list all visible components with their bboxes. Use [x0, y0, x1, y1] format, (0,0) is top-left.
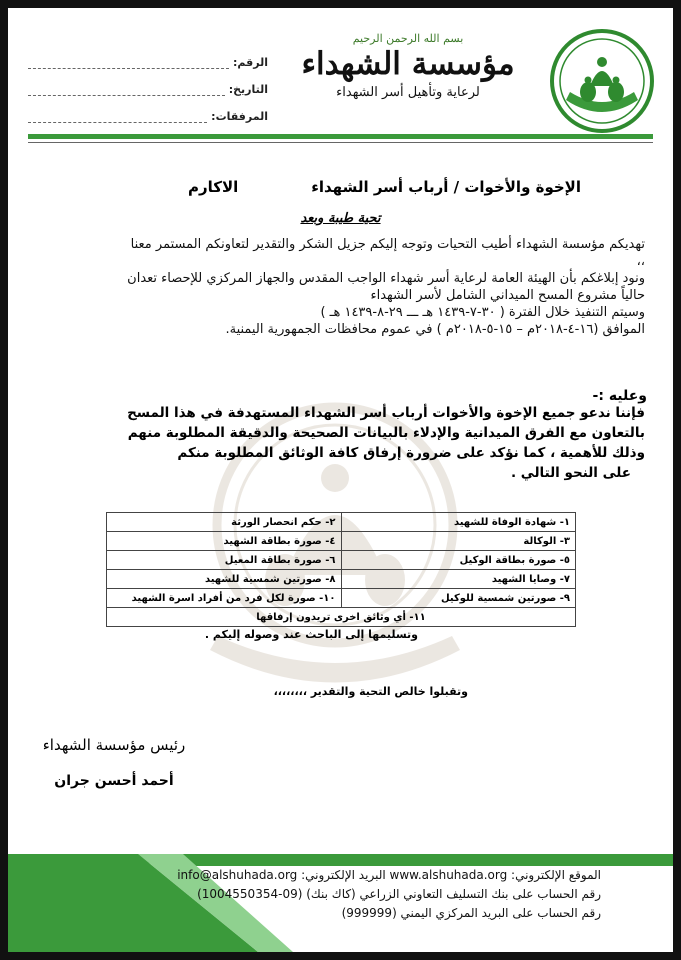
paragraph-line: ونود إبلاغكم بأن الهيئة العامة لرعاية أسر شهداء الواجب المقدس والجهاز المركزي للإحصاء تعدان حالياً مشروع المسح الميداني الشامل لأسر الشهداء — [127, 271, 645, 303]
document-item: ٣- الوكالة — [341, 532, 576, 551]
table-row — [107, 551, 576, 570]
reference-fields — [28, 42, 268, 123]
document-item: ٩- صورتين شمسية للوكيل — [341, 589, 576, 608]
organization-logo — [544, 28, 660, 134]
signatory-title: رئيس مؤسسة الشهداء — [42, 736, 186, 754]
call-line: على النحو التالي . — [510, 465, 631, 481]
document-item: ٥- صورة بطاقة الوكيل — [341, 551, 576, 570]
date-line — [28, 87, 225, 96]
document-item: ٢- حكم انحصار الورثة — [107, 513, 342, 532]
call-line: بالتعاون مع الفرق الميدانية والإدلاء بالبيانات الصحيحة والدقيقة المطلوبة منهم — [127, 425, 645, 441]
call-line: فإننا ندعو جميع الإخوة والأخوات أرباب أسر الشهداء المستهدفة في هذا المسح — [127, 405, 645, 421]
postal-account-line: رقم الحساب على البريد المركزي اليمني (999999) — [341, 906, 601, 920]
table-row — [107, 513, 576, 532]
document-item: ١١- أي وثائق اخرى تريدون إرفاقها — [107, 608, 576, 627]
closing-line: وتقبلوا خالص التحية والتقدير ،،،،،،،، — [273, 685, 468, 698]
signature-block — [28, 728, 200, 789]
ref-number-field — [28, 42, 268, 69]
basmala: بسم الله الرحمن الرحيم — [352, 32, 464, 45]
table-row — [107, 608, 576, 627]
date-field — [28, 69, 268, 96]
attachments-label: المرفقات: — [211, 110, 268, 123]
table-row — [107, 570, 576, 589]
delivery-note: وتسليمها إلى الباحث عند وصوله إليكم . — [204, 628, 418, 641]
ref-number-line — [28, 60, 229, 69]
table-row — [107, 532, 576, 551]
bank-account-line: رقم الحساب على بنك التسليف التعاوني الزراعي (كاك بنك) (09-1004550354) — [197, 887, 601, 901]
attachments-line — [28, 114, 207, 123]
letter-page — [8, 8, 673, 952]
call-paragraph — [105, 403, 645, 483]
website-email-line: الموقع الإلكتروني: www.alshuhada.org البريد الإلكتروني: info@alshuhada.org — [177, 868, 601, 882]
table-row — [107, 589, 576, 608]
organization-name: مؤسسة الشهداء — [301, 46, 515, 82]
paragraph-line: تهديكم مؤسسة الشهداء أطيب التحيات وتوجه إليكم جزيل الشكر والتقدير لتعاونكم المستمر معنا ،، — [130, 237, 645, 269]
intro-paragraph — [125, 236, 645, 338]
date-label: التاريخ: — [228, 83, 268, 96]
ref-number-label: الرقم: — [233, 56, 268, 69]
document-item: ١٠- صورة لكل فرد من أفراد اسرة الشهيد — [107, 589, 342, 608]
document-item: ٧- وصايا الشهيد — [341, 570, 576, 589]
header-divider — [28, 134, 653, 139]
organization-tagline: لرعاية وتأهيل أسر الشهداء — [336, 85, 480, 100]
document-item: ٦- صورة بطاقة المعيل — [107, 551, 342, 570]
call-line: وذلك للأهمية ، كما نؤكد على ضرورة إرفاق كافة الوثائق المطلوبة منكم — [177, 445, 645, 461]
required-documents-table — [106, 512, 576, 627]
document-item: ١- شهادة الوفاة للشهيد — [341, 513, 576, 532]
greeting: تحية طيبة وبعد — [300, 211, 381, 226]
contact-info — [177, 866, 601, 923]
signatory-name: أحمد أحسن جران — [54, 773, 174, 789]
document-item: ٨- صورتين شمسية للشهيد — [107, 570, 342, 589]
organization-title — [298, 32, 518, 100]
header-divider-thin — [28, 142, 653, 143]
attachments-field — [28, 96, 268, 123]
paragraph-line: وسيتم التنفيذ خلال الفترة ( ٣٠-٧-١٤٣٩ هـ ـــ ٢٩-٨-١٤٣٩ هـ ) — [320, 305, 645, 320]
document-item: ٤- صورة بطاقة الشهيد — [107, 532, 342, 551]
honorific: الاكارم — [188, 178, 239, 196]
paragraph-line: الموافق (١٦-٤-٢٠١٨م – ١٥-٥-٢٠١٨م ) في عموم محافظات الجمهورية اليمنية. — [225, 322, 645, 337]
addressee: الإخوة والأخوات / أرباب أسر الشهداء — [311, 178, 581, 196]
therefore-heading: وعليه :- — [592, 388, 647, 404]
